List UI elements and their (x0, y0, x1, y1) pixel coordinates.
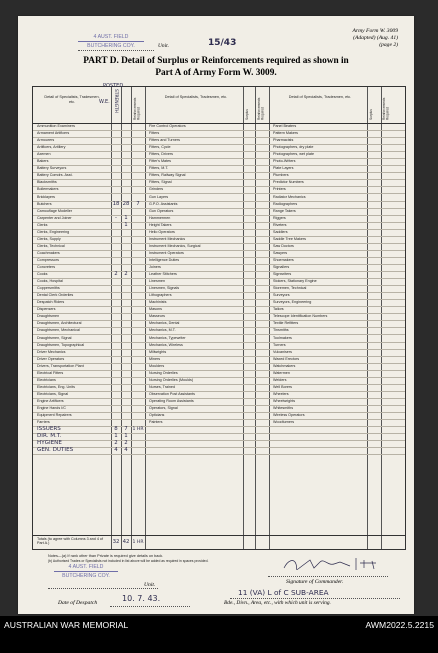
surplus-header-3: Surplus (369, 109, 373, 120)
signature-line (268, 576, 388, 577)
form-reference (353, 28, 398, 49)
trade-label: Operating Room Assistants (149, 398, 194, 403)
cooks-posted: 2 (124, 271, 128, 278)
trade-label: Bricklayers (37, 194, 56, 199)
trade-label: Opticians (149, 413, 165, 418)
trade-label: Ammunition Examiners (37, 124, 75, 128)
clerks-posted: 1 (124, 221, 128, 228)
butchers-surplus: 18 (112, 200, 120, 207)
trade-label: Wheelers (273, 391, 289, 396)
trade-label: Miners (149, 356, 161, 361)
trade-label: Sawyers (273, 250, 288, 255)
trade-label: Boilermakers (37, 187, 59, 192)
archive-name: AUSTRALIAN WAR MEMORIAL (4, 620, 129, 630)
stamp-line-1: 4 AUST. FIELD (68, 564, 104, 570)
trade-label: Turners (273, 342, 286, 347)
stamp-line-2: BUTCHERING COY. (87, 42, 135, 49)
trade-label: Woodturners (273, 420, 295, 425)
trade-label: Panel Beaters (273, 124, 297, 128)
trade-label: Painters (149, 420, 163, 425)
trade-label: Operators, Signal (149, 406, 178, 410)
trade-label: Nursing Orderlies (149, 370, 178, 375)
trade-label: Dispensers (37, 307, 56, 312)
trade-label: Armourers (37, 138, 55, 143)
butchers-posted: 28 (122, 200, 130, 207)
formation-line (230, 598, 400, 599)
handwritten-we: W.E. (99, 99, 110, 105)
trade-label: Welders (273, 377, 287, 382)
trade-label: Plumbers (273, 173, 289, 178)
trade-label: Mechanics, M.T. (149, 328, 176, 333)
signature-label: Signature of Commander. (286, 579, 344, 585)
trade-label: Storemen, Technical (273, 286, 307, 291)
trade-label: Tinsmiths (273, 328, 289, 333)
trade-label: Electricians (37, 377, 56, 382)
form-sheet (18, 16, 414, 614)
trade-label: Radiator Mechanics (273, 194, 306, 199)
trade-label: Riveters (273, 222, 287, 227)
trade-label: Draughtsmen (37, 314, 60, 319)
unit-stamp-top (78, 34, 144, 49)
trade-label: Dental Clerk Orderlies (37, 293, 74, 298)
trade-label: Fitters, Drivers (149, 152, 173, 157)
trade-label: Cooks (37, 272, 48, 277)
trade-label: Hammermen (149, 215, 171, 220)
trade-label: Vulcanisers (273, 349, 292, 354)
trade-label: Compressors (37, 257, 59, 262)
trade-label: Riggers (273, 215, 286, 220)
trade-label: Draughtsmen, Architectural (37, 321, 82, 326)
totals-surplus: 32 (112, 539, 120, 545)
column-header-1: Detail of Specialists, Tradesmen, etc. (44, 95, 100, 104)
trade-label: Gun Layers (149, 194, 169, 199)
trade-label: Blacksmiths (37, 180, 57, 185)
trade-label: Textile Refitters (273, 321, 299, 326)
butchers-required: 7 (136, 200, 140, 207)
trade-label: Photo-Writers (273, 159, 296, 164)
trade-label: Cooks, Hospital (37, 279, 63, 284)
trade-label: Stokers, Stationary Engine (273, 279, 317, 284)
trade-label: Linesmen, Signals (149, 286, 180, 291)
trade-label: Engine Hands I/C (37, 406, 66, 410)
unit-underline (78, 50, 154, 51)
trade-label: Fitter's Mates (149, 159, 172, 164)
extra-row-value: 2 (114, 440, 118, 447)
trade-label: Watermen (273, 370, 290, 375)
totals-posted: 42 (122, 539, 130, 545)
trade-label: Range Takers (273, 208, 296, 213)
extra-row-value: 8 (114, 426, 118, 433)
trade-label: Farriers (37, 420, 50, 425)
trade-label: Electrical Fitters (37, 370, 64, 375)
totals-required: 1 HR (132, 540, 144, 545)
trade-label: Clerks, Technical (37, 243, 65, 248)
trade-label: Drivers, Transportation Plant (37, 363, 84, 368)
trade-label: Gun Operators (149, 208, 174, 213)
required-header-3: Reinforcements Required (382, 97, 390, 120)
required-header-1: Reinforcements Required (133, 97, 141, 120)
trade-label: Tailors (273, 307, 284, 312)
trade-label: Telescope Identification Numbers (273, 314, 328, 319)
handwritten-reference: 15/43 (208, 38, 237, 48)
trade-label: G.P.O. Assistants (149, 201, 178, 206)
trade-label: Coachmakers (37, 250, 60, 255)
trade-label: Whitesmiths (273, 406, 294, 410)
trade-label: Clerks (37, 222, 48, 227)
trade-label: Helio Operators (149, 229, 175, 234)
trade-label: Masons (149, 307, 162, 312)
despatch-label: Date of Despatch (58, 600, 98, 606)
column-header-3: Detail of Specialists, Tradesmen, etc. (288, 95, 352, 99)
trade-label: Nurses, Trained (149, 384, 176, 389)
stamp-line-2: BUTCHERING COY. (62, 572, 110, 579)
page-title: PART D. Detail of Surplus or Reinforcements required as shown in (83, 56, 349, 66)
despatch-date: 10. 7. 43. (122, 594, 161, 603)
totals-row (33, 535, 405, 550)
extra-row-label: DIR. M.T. (37, 433, 62, 440)
trade-label: Photographers, dry plate (273, 145, 314, 150)
despatch-line (110, 606, 190, 607)
trade-label: Intelligence Duties (149, 257, 180, 262)
trade-label: Clerks, Engineering (37, 229, 70, 234)
table-header (33, 83, 405, 124)
trade-label: Draughtsmen, Signal (37, 335, 72, 340)
trade-label: Saw Doctors (273, 243, 294, 248)
trade-label: Saddlers (273, 229, 288, 234)
trade-label: Leather Stitchers (149, 272, 177, 277)
form-ref-line-1: Army Form W. 3009 (352, 28, 398, 34)
extra-row-label: ISSUERS (37, 426, 61, 433)
trade-label: Armament Artificers (37, 131, 70, 136)
trade-label: Watchmakers (273, 363, 296, 368)
trade-label: Wheelwrights (273, 398, 296, 403)
trade-label: Engine Artificers (37, 398, 64, 403)
trade-label: Despatch Riders (37, 300, 65, 305)
column-header-2: Detail of Specialists, Tradesmen, etc. (164, 95, 228, 99)
trade-label: Signallers (273, 265, 290, 269)
trade-label: Draughtsmen, Mechanical (37, 328, 80, 333)
trade-label: Electricians, Signal (37, 391, 69, 396)
trade-label: Fire Control Operators (149, 124, 186, 128)
trade-label: Pattern Makers (273, 131, 299, 136)
trade-label: Battery Comdrs. Asst. (37, 173, 73, 178)
commander-signature (280, 554, 390, 576)
trade-label: Waxed Erectors (273, 356, 300, 361)
trade-label: Clerks, Supply (37, 236, 61, 241)
extra-row-value: 7 (124, 426, 128, 433)
trade-label: Fitters, Signal (149, 180, 172, 185)
extra-row-value: 1 HR (132, 427, 144, 433)
extra-row-value: 4 (114, 447, 118, 454)
trade-label: Draughtsmen, Topographical (37, 342, 85, 347)
extra-row-value: 1 (124, 433, 128, 440)
carpenter-surplus: - (115, 214, 117, 221)
trade-label: Toolmakers (273, 335, 292, 340)
footer-unit-line (48, 588, 158, 589)
extra-row-label: GEN. DUTIES (37, 447, 74, 454)
trade-label: Machinists (149, 300, 167, 305)
extra-row-value: 4 (124, 447, 128, 454)
trade-label: Instrument Operators (149, 250, 184, 255)
formation-name: 11 (VA) L of C SUB-AREA (238, 588, 329, 597)
trade-label: Mechanics, Wireless (149, 342, 183, 347)
trade-label: Fitters, Cycle (149, 145, 171, 150)
trade-label: Pharmacists (273, 138, 294, 143)
trade-label: Surveyors (273, 293, 290, 298)
trade-label: Driver Operators (37, 356, 65, 361)
handwritten-posted: POSTED (103, 83, 124, 89)
unit-stamp-bottom (54, 564, 118, 579)
extra-row-value: 1 (114, 433, 118, 440)
trade-label: Nursing Orderlies (Moulds) (149, 377, 194, 382)
trade-label: Grinders (149, 187, 164, 192)
archive-caption (0, 616, 438, 653)
trade-label: Electricians, Eng. Units (37, 384, 75, 389)
specialists-table (32, 83, 406, 550)
trade-label: Millwrights (149, 349, 167, 354)
trade-label: Butchers (37, 201, 52, 206)
trade-label: Saddle Tree Makers (273, 236, 306, 241)
trade-label: Moulders (149, 363, 165, 368)
trade-label: Photographers, wet plate (273, 152, 314, 157)
trade-label: Carpenter and Joiner (37, 215, 72, 220)
stamp-line-1: 4 AUST. FIELD (93, 34, 129, 40)
trade-label: Linesmen (149, 279, 165, 284)
trade-label: Masseurs (149, 314, 165, 319)
trade-label: Plate Layers (273, 166, 294, 171)
trade-label: Surveyors, Engineering (273, 300, 312, 305)
trade-label: Coppersmiths (37, 286, 60, 291)
form-ref-line-3: (page 2) (379, 42, 398, 48)
trade-label: Predictor Numbers (273, 180, 304, 185)
extra-row-value: 2 (124, 440, 128, 447)
trade-label: Camouflage Modeller (37, 208, 73, 213)
required-header-2: Reinforcements Required (257, 97, 265, 120)
notes (48, 554, 208, 564)
trade-label: Radiographers (273, 201, 298, 206)
trade-label: Signwriters (273, 272, 292, 277)
totals-label: Totals (to agree with Columns 3 and 4 of Part A.) (37, 537, 103, 546)
footer-unit-label: Unit. (144, 582, 156, 588)
trade-label: Wireless Operators (273, 413, 305, 418)
trade-label: Fitters and Turners (149, 138, 180, 143)
page-subtitle: Part A of Army Form W. 3009. (155, 68, 277, 78)
form-ref-line-2: (Adapted) (Aug. 41) (353, 35, 398, 41)
trade-label: Driver Mechanics (37, 349, 66, 354)
trade-label: Well Borers (273, 384, 292, 389)
note-b: (b) Authorised Trades or Specialists not included in list above will be added as required in spaces provided. (48, 559, 209, 563)
extra-row-label: HYGIENE (37, 440, 62, 447)
trade-label: Instrument Mechanics, Surgical (149, 243, 201, 248)
trade-label: Equipment Repairers (37, 413, 72, 418)
trade-label: Fitters, Railway Signal (149, 173, 186, 178)
trade-label: Instrument Mechanics (149, 236, 186, 241)
extra-row (33, 447, 405, 455)
trade-label: Bakers (37, 159, 49, 164)
carpenter-posted: 1 (124, 214, 128, 221)
trade-label: Mechanics, Dental (149, 321, 180, 326)
surplus-header-2: Surplus (245, 109, 249, 120)
trade-label: Lithographers (149, 293, 172, 298)
unit-label: Unit. (158, 43, 169, 49)
trade-label: Observation Post Assistants (149, 391, 195, 396)
trade-label: Shoemakers (273, 257, 294, 262)
trade-label: Joiners (149, 265, 161, 269)
cooks-surplus: 2 (114, 271, 118, 278)
trade-label: Artificers, Artillery (37, 145, 66, 150)
formation-label: Bde., Divn., Area, etc., with which unit is serving. (224, 600, 331, 606)
archive-accession: AWM2022.5.2215 (365, 620, 434, 630)
note-a: Notes—(a) If rank other than Private is required give details on back. (48, 554, 164, 558)
trade-label: Battery Surveyors (37, 166, 67, 171)
trade-label: Concreters (37, 265, 56, 269)
trade-label: Axemen (37, 152, 51, 157)
trade-label: Printers (273, 187, 286, 192)
trade-label: Fitters, M.T. (149, 166, 169, 171)
trade-label: Mechanics, Typewriter (149, 335, 186, 340)
trade-label: Fitters (149, 131, 160, 136)
handwritten-strength: STRENGTH (113, 89, 118, 113)
trade-label: Height Takers (149, 222, 172, 227)
